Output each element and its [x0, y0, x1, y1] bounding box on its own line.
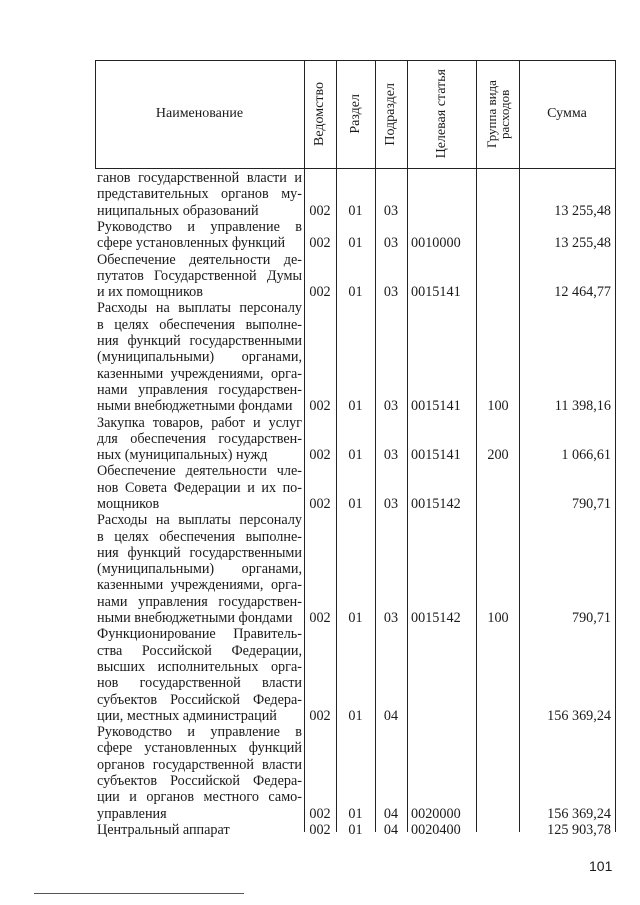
row-name-line: субъектов Российской Федера- [97, 773, 302, 790]
row-name-line: Расходы на выплаты персоналу [97, 300, 302, 317]
table-row [95, 170, 615, 219]
row-name-line: Обеспечение деятельности де- [97, 251, 302, 268]
row-name-line: (муниципальными) органами, [97, 561, 302, 578]
row-name [97, 724, 302, 822]
table-right-border [615, 60, 616, 832]
row-name [97, 512, 302, 626]
row-name-line: мощников [97, 495, 160, 512]
row-summa: 156 369,24 [547, 708, 611, 725]
header-celevaya-label: Целевая статья [433, 69, 449, 159]
table-row [95, 512, 615, 626]
header-gruppa-label: Группа вида расходов [483, 80, 512, 148]
row-name-line: Функционирование Правитель- [97, 626, 302, 643]
row-vedomstvo: 002 [309, 398, 331, 415]
row-name [97, 822, 302, 838]
row-name-line: Руководство и управление в [97, 724, 302, 741]
row-name-line: сфере установленных функций [97, 235, 286, 252]
row-name-line: ния функций государственными [97, 332, 302, 349]
row-name-line: Расходы на выплаты персоналу [97, 512, 302, 529]
table-row [95, 822, 615, 838]
row-vedomstvo: 002 [309, 284, 331, 301]
row-vedomstvo: 002 [309, 708, 331, 725]
row-celevaya: 0015141 [411, 284, 461, 301]
row-name-line: сфере установленных функций [97, 740, 302, 757]
row-celevaya: 0015142 [411, 496, 461, 513]
row-name-line: ных (муниципальных) нужд [97, 447, 268, 464]
row-name-line: в целях обеспечения выполне- [97, 316, 302, 333]
row-name-line: Руководство и управление в [97, 218, 302, 235]
row-name-line: субъектов Российской Федера- [97, 691, 302, 708]
table-row [95, 724, 615, 822]
row-vedomstvo: 002 [309, 822, 331, 839]
row-name-line: для обеспечения государствен- [97, 430, 302, 447]
row-vedomstvo: 002 [309, 610, 331, 627]
row-podrazdel: 03 [383, 447, 399, 464]
row-name-line: Закупка товаров, работ и услуг [97, 414, 302, 431]
row-summa: 125 903,78 [547, 822, 611, 839]
row-summa: 12 464,77 [554, 284, 611, 301]
row-summa: 1 066,61 [561, 447, 611, 464]
row-name-line: органов государственной власти [97, 756, 302, 773]
row-name-line: казенными учреждениями, орга- [97, 577, 302, 594]
header-summa: Сумма [547, 106, 587, 121]
row-name-line: нами управления государствен- [97, 593, 302, 610]
row-razdel: 01 [348, 398, 363, 415]
row-name [97, 626, 302, 724]
table-row [95, 300, 615, 414]
row-razdel: 01 [348, 496, 363, 513]
row-summa: 13 255,48 [554, 235, 611, 252]
header-podrazdel-label: Подраздел [383, 82, 398, 146]
row-podrazdel: 03 [383, 284, 399, 301]
row-name-line: представительных органов му- [97, 186, 302, 203]
row-name [97, 170, 302, 219]
row-name [97, 252, 302, 301]
row-razdel: 01 [348, 235, 363, 252]
row-name-line: в целях обеспечения выполне- [97, 528, 302, 545]
row-razdel: 01 [348, 202, 363, 219]
row-gruppa: 100 [487, 398, 509, 415]
header-razdel [336, 60, 375, 168]
header-name: Наименование [155, 106, 244, 121]
row-name-line: управления [97, 805, 167, 822]
table-row [95, 626, 615, 724]
row-vedomstvo: 002 [309, 235, 331, 252]
row-gruppa: 100 [487, 610, 509, 627]
row-name-line: ными внебюджетными фондами [97, 610, 293, 627]
row-podrazdel: 04 [383, 822, 399, 839]
row-razdel: 01 [348, 284, 363, 301]
row-razdel: 01 [348, 610, 363, 627]
row-summa: 790,71 [571, 496, 611, 513]
row-razdel: 01 [348, 447, 363, 464]
row-summa: 11 398,16 [554, 398, 611, 415]
row-podrazdel: 03 [383, 496, 399, 513]
row-celevaya: 0015141 [411, 447, 461, 464]
row-name-line: ганов государственной власти и [97, 170, 302, 186]
header-gruppa [476, 60, 519, 168]
row-celevaya: 0015142 [411, 610, 461, 627]
row-podrazdel: 04 [383, 708, 399, 725]
row-name-line: (муниципальными) органами, [97, 349, 302, 366]
row-razdel: 01 [348, 822, 363, 839]
table-row [95, 219, 615, 252]
row-name-line: путатов Государственной Думы [97, 267, 302, 284]
table-row [95, 415, 615, 464]
table-row [95, 463, 615, 512]
row-razdel: 01 [348, 805, 363, 822]
row-name-line: ции, местных администраций [97, 707, 277, 724]
row-name-line: ными внебюджетными фондами [97, 398, 293, 415]
row-name-line: ции и органов местного само- [97, 789, 302, 806]
footer-line [34, 893, 244, 894]
row-podrazdel: 03 [383, 610, 399, 627]
table-row [95, 252, 615, 301]
row-celevaya: 0015141 [411, 398, 461, 415]
header-bottom-border [95, 168, 615, 169]
row-name [97, 415, 302, 464]
row-name-line: ния функций государственными [97, 544, 302, 561]
row-podrazdel: 03 [383, 398, 399, 415]
row-name-line: казенными учреждениями, орга- [97, 365, 302, 382]
row-name [97, 463, 302, 512]
page-number: 101 [589, 858, 613, 874]
header-podrazdel [375, 60, 407, 168]
row-podrazdel: 03 [383, 202, 399, 219]
row-podrazdel: 04 [383, 805, 399, 822]
row-name-line: ства Российской Федерации, [97, 642, 302, 659]
header-vedomstvo [304, 60, 336, 168]
row-name-line: нов Совета Федерации и их по- [97, 479, 302, 496]
row-celevaya: 0020000 [411, 805, 461, 822]
row-vedomstvo: 002 [309, 805, 331, 822]
row-podrazdel: 03 [383, 235, 399, 252]
row-name-line: нов государственной власти [97, 675, 302, 692]
row-name-line: Обеспечение деятельности чле- [97, 463, 302, 480]
row-celevaya: 0010000 [411, 235, 461, 252]
row-vedomstvo: 002 [309, 202, 331, 219]
row-name-line: нами управления государствен- [97, 381, 302, 398]
row-vedomstvo: 002 [309, 496, 331, 513]
row-name-line: Центральный аппарат [97, 822, 230, 838]
row-name-line: высших исполнительных орга- [97, 658, 302, 675]
header-razdel-label: Раздел [347, 94, 363, 134]
row-razdel: 01 [348, 708, 363, 725]
row-vedomstvo: 002 [309, 447, 331, 464]
row-name [97, 219, 302, 252]
row-name [97, 300, 302, 414]
row-name-line: и их помощников [97, 284, 203, 301]
row-summa: 156 369,24 [547, 805, 611, 822]
row-summa: 13 255,48 [554, 202, 611, 219]
header-vedomstvo-label: Ведомство [312, 82, 327, 146]
header-celevaya [407, 60, 476, 168]
row-gruppa: 200 [487, 447, 509, 464]
row-celevaya: 0020400 [411, 822, 461, 839]
row-summa: 790,71 [571, 610, 611, 627]
row-name-line: ниципальных образований [97, 202, 259, 219]
